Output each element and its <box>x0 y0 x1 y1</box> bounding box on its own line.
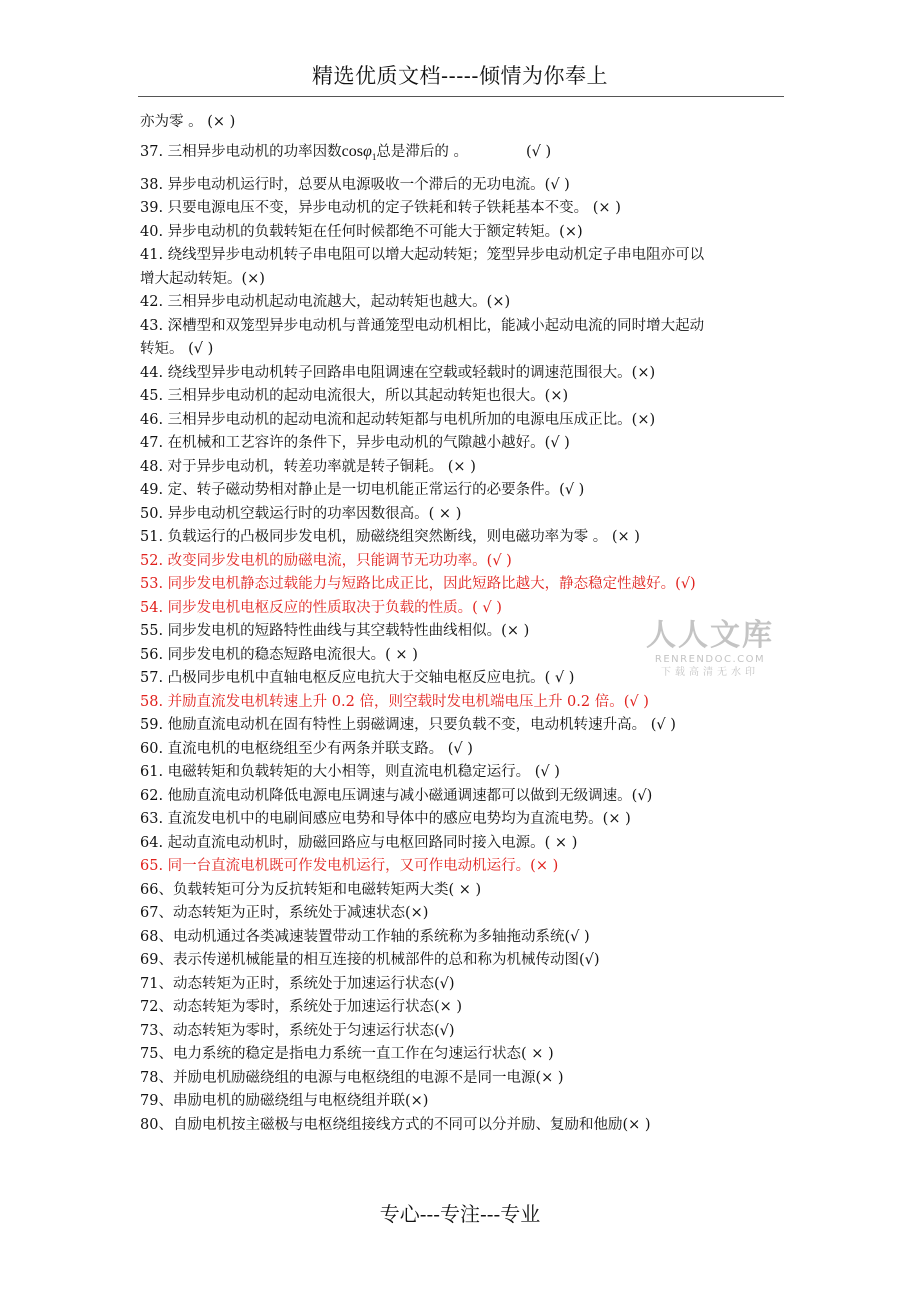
text-line: 60. 直流电机的电枢绕组至少有两条并联支路。 (√ ) <box>140 740 473 757</box>
text-line: 68、电动机通过各类减速装置带动工作轴的系统称为多轴拖动系统(√ ) <box>140 928 590 945</box>
math-subscript: 1 <box>371 151 377 162</box>
text-line: 亦为零 。 (× ) <box>140 114 236 130</box>
text-line: 53. 同步发电机静态过载能力与短路比成正比，因此短路比越大，静态稳定性越好。(√) <box>140 576 696 593</box>
text-line: 39. 只要电源电压不变，异步电动机的定子铁耗和转子铁耗基本不变。 (× ) <box>140 200 621 217</box>
text-line: 38. 异步电动机运行时，总要从电源吸收一个滞后的无功电流。(√ ) <box>140 176 570 193</box>
text-line: 65. 同一台直流电机既可作发电机运行，又可作电动机运行。(× ) <box>140 858 559 875</box>
text-line: 转矩。 (√ ) <box>140 341 214 358</box>
math-function: cos <box>341 142 363 160</box>
text-line: 48. 对于异步电动机，转差功率就是转子铜耗。 (× ) <box>140 458 476 475</box>
text-line: 57. 凸极同步电机中直轴电枢反应电抗大于交轴电枢反应电抗。( √ ) <box>140 670 575 687</box>
page-header-title: 精选优质文档-----倾情为你奉上 <box>312 64 608 88</box>
text-line: 62. 他励直流电动机降低电源电压调速与减小磁通调速都可以做到无级调速。(√) <box>140 787 653 804</box>
text-line: 64. 起动直流电动机时，励磁回路应与电枢回路同时接入电源。( × ) <box>140 834 578 851</box>
text-line: 44. 绕线型异步电动机转子回路串电阻调速在空载或轻载时的调速范围很大。(×) <box>140 364 656 381</box>
header-divider <box>138 96 784 97</box>
text-line: 80、自励电机按主磁极与电枢绕组接线方式的不同可以分并励、复励和他励(× ) <box>140 1116 651 1133</box>
watermark-title: 人人文库 <box>646 618 774 653</box>
watermark-logo <box>644 618 776 680</box>
text-line: 45. 三相异步电动机的起动电流很大，所以其起动转矩也很大。(×) <box>140 388 569 405</box>
text-line: 69、表示传递机械能量的相互连接的机械部件的总和称为机械传动图(√) <box>140 952 600 969</box>
text-line: 40. 异步电动机的负载转矩在任何时候都绝不可能大于额定转矩。(×) <box>140 223 583 240</box>
text-line: 52. 改变同步发电机的励磁电流，只能调节无功功率。(√ ) <box>140 552 512 569</box>
text-line: 63. 直流发电机中的电刷间感应电势和导体中的感应电势均为直流电势。(× ) <box>140 811 631 828</box>
text-line: 66、负载转矩可分为反抗转矩和电磁转矩两大类( × ) <box>140 881 482 898</box>
text-line: 56. 同步发电机的稳态短路电流很大。( × ) <box>140 646 418 663</box>
text-line: 47. 在机械和工艺容许的条件下，异步电动机的气隙越小越好。(√ ) <box>140 435 570 452</box>
text-line: 67、动态转矩为正时，系统处于减速状态(×) <box>140 905 429 922</box>
text-line: 79、串励电机的励磁绕组与电枢绕组并联(×) <box>140 1093 429 1110</box>
text-line: 78、并励电机励磁绕组的电源与电枢绕组的电源不是同一电源(× ) <box>140 1069 564 1086</box>
text-line: 51. 负载运行的凸极同步发电机，励磁绕组突然断线，则电磁功率为零 。 (× ) <box>140 529 640 546</box>
text-line: 46. 三相异步电动机的起动电流和起动转矩都与电机所加的电源电压成正比。(×) <box>140 411 656 428</box>
text-line: 73、动态转矩为零时，系统处于匀速运行状态(√) <box>140 1022 455 1039</box>
text-line: 58. 并励直流发电机转速上升 0.2 倍，则空载时发电机端电压上升 0.2 倍。(√ ) <box>140 693 649 710</box>
text-line: 59. 他励直流电动机在固有特性上弱磁调速，只要负载不变，电动机转速升高。 (√ ) <box>140 717 676 734</box>
text-line: 增大起动转矩。(×) <box>140 270 265 287</box>
text-line: 61. 电磁转矩和负载转矩的大小相等，则直流电机稳定运行。 (√ ) <box>140 764 560 781</box>
text-line: 43. 深槽型和双笼型异步电动机与普通笼型电动机相比，能减小起动电流的同时增大起动 <box>140 317 705 334</box>
math-variable: φ <box>363 142 372 160</box>
answer-mark: (√ ) <box>525 143 552 160</box>
text-line: 49. 定、转子磁动势相对静止是一切电机能正常运行的必要条件。(√ ) <box>140 482 585 499</box>
text-line: 50. 异步电动机空载运行时的功率因数很高。( × ) <box>140 505 462 522</box>
text-line: 72、动态转矩为零时，系统处于加速运行状态(× ) <box>140 999 463 1016</box>
watermark-site: RENRENDOC.COM <box>654 654 766 665</box>
line-suffix: 总是滞后的 。 <box>376 143 468 160</box>
text-line: 41. 绕线型异步电动机转子串电阻可以增大起动转矩；笼型异步电动机定子串电阻亦可以 <box>140 247 705 264</box>
text-line: 42. 三相异步电动机起动电流越大，起动转矩也越大。(×) <box>140 294 511 311</box>
text-line: 75、电力系统的稳定是指电力系统一直工作在匀速运行状态( × ) <box>140 1046 554 1063</box>
watermark-tagline: 下载高清无水印 <box>661 667 759 678</box>
text-line: 55. 同步发电机的短路特性曲线与其空载特性曲线相似。(× ) <box>140 623 530 640</box>
text-line <box>140 135 780 174</box>
text-line: 71、动态转矩为正时，系统处于加速运行状态(√) <box>140 975 455 992</box>
math-expression <box>342 143 377 160</box>
page-footer: 专心---专注---专业 <box>379 1202 541 1226</box>
line-prefix: 37. 三相异步电动机的功率因数 <box>140 143 342 160</box>
text-line: 54. 同步发电机电枢反应的性质取决于负载的性质。( √ ) <box>140 599 502 616</box>
